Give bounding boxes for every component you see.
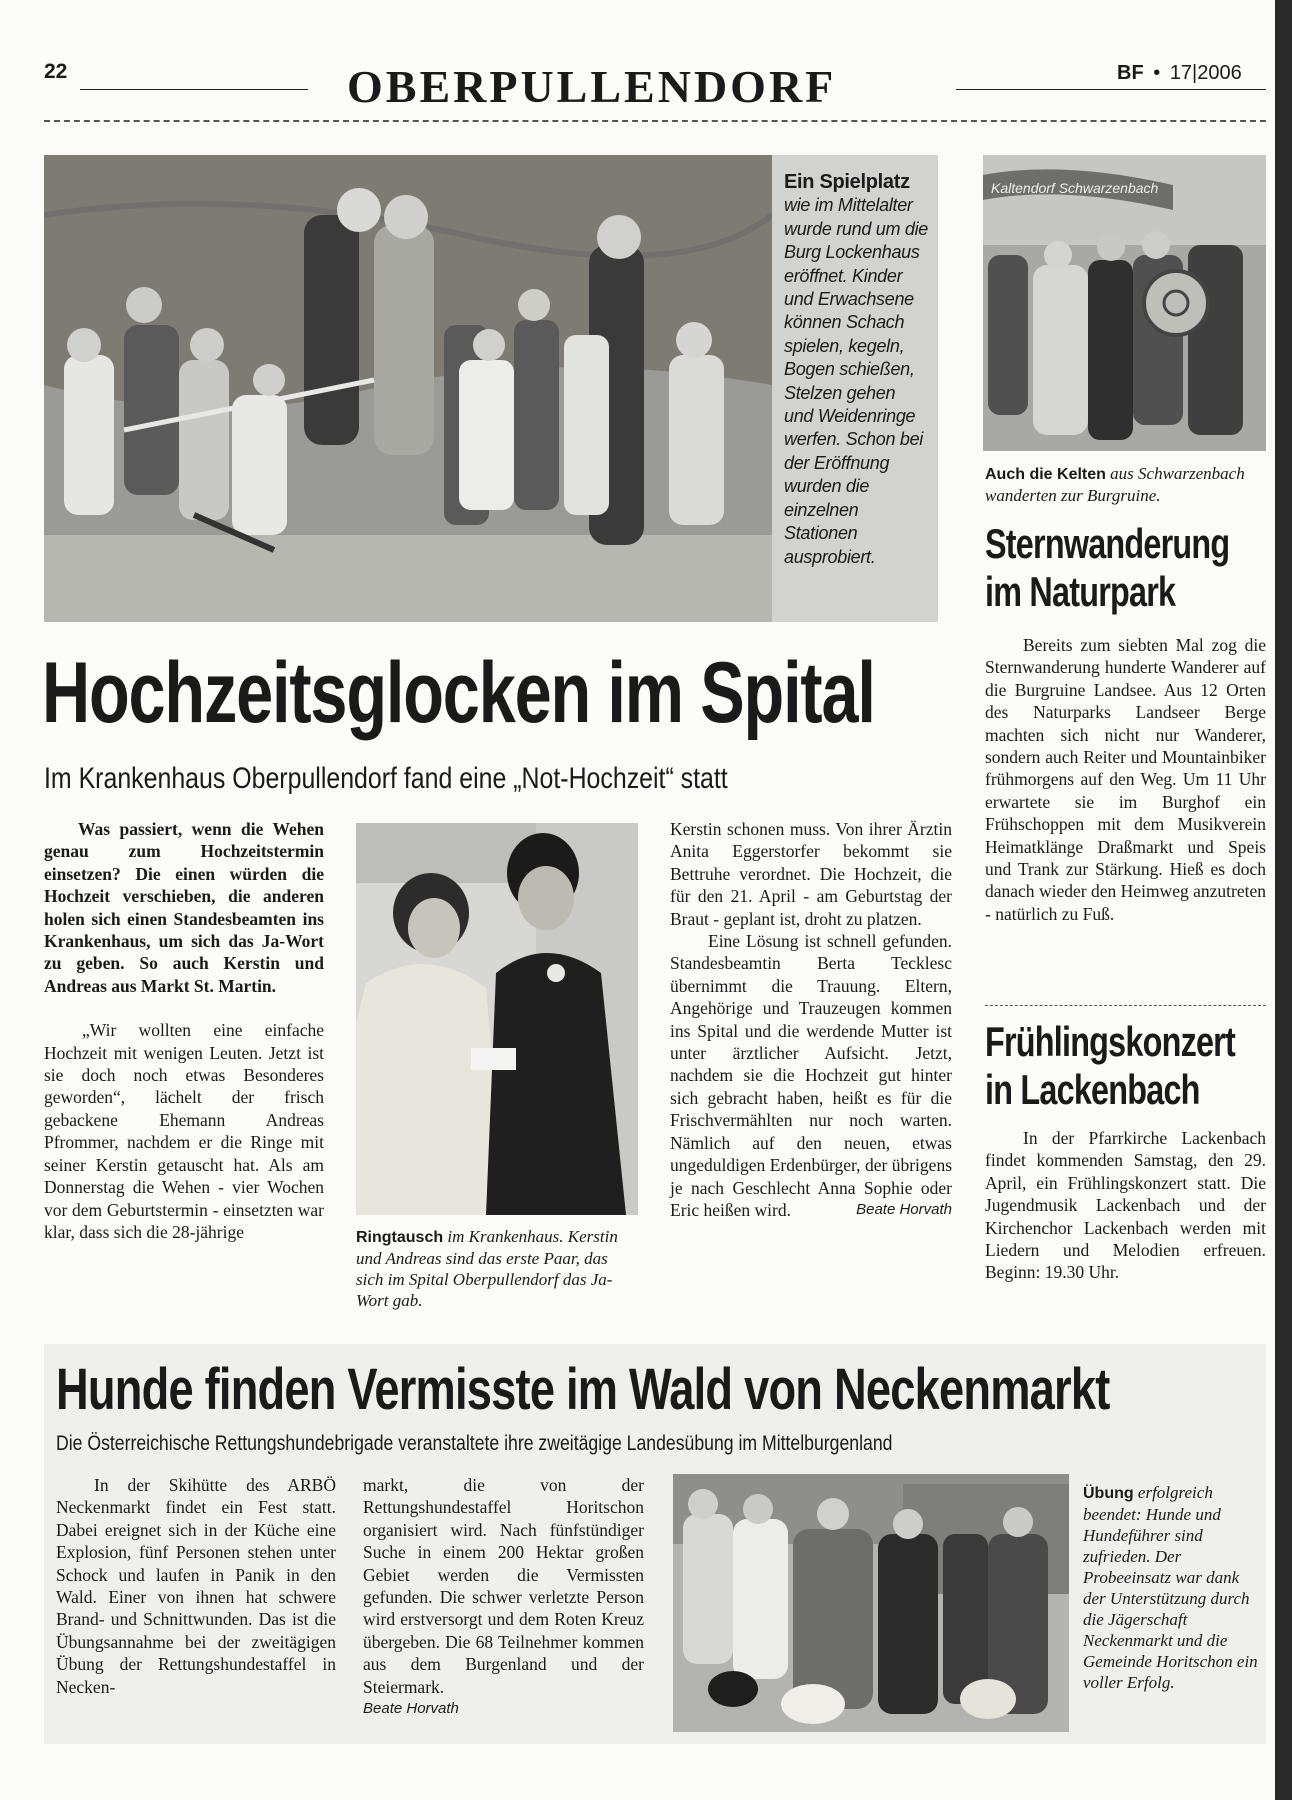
hunde-headline: Hunde finden Vermisste im Wald von Neckenmarkt <box>56 1357 1110 1422</box>
hunde-author: Beate Horvath <box>363 1700 459 1718</box>
kelten-banner-text: Kaltendorf Schwarzenbach <box>991 180 1159 196</box>
kelten-photo <box>983 155 1266 451</box>
playground-photo <box>44 155 772 622</box>
hochzeit-body-2a: Kerstin schonen muss. Von ihrer Ärztin Anita Eggerstorfer bekommt sie Bettruhe verordnet. Die Hochzeit, die für den 21. April - am Geburtstag der Braut - geplant ist, droht zu platzen. <box>670 819 952 929</box>
konzert-headline-1: Frühlingskonzert <box>985 1018 1236 1065</box>
bullet: • <box>1153 62 1161 84</box>
hunde-col-1 <box>56 1474 336 1698</box>
konzert-headline-2: in Lackenbach <box>985 1066 1200 1113</box>
kelten-photo-image <box>983 155 1266 451</box>
hunde-col-2-text: markt, die von der Rettungshundestaffel Horitschon organisiert wird. Nach fünfstündiger Suche in einem 200 Hektar großen Gebiet werden die Vermissten gefunden. Die schwer verletzte Person wird erstversorgt und dem Roten Kreuz übergeben. Die 68 Teilnehmer kommen aus dem Burgenland und der Steiermark. <box>363 1475 644 1697</box>
header-divider <box>44 120 1266 122</box>
ringtausch-caption-text: im Krankenhaus. Kerstin und Andreas sind das erste Paar, das sich im Spital Oberpullendorf das Ja-Wort gab. <box>356 1227 618 1310</box>
stern-headline-1: Sternwanderung <box>985 520 1230 567</box>
hochzeit-subhead: Im Krankenhaus Oberpullendorf fand eine „Not-Hochzeit“ statt <box>44 762 728 795</box>
kelten-caption-text: aus Schwarzenbach wanderten zur Burgruine. <box>985 464 1245 505</box>
issue-number: 17|2006 <box>1169 62 1242 84</box>
ringtausch-photo-image <box>356 823 638 1215</box>
hunde-caption-text: erfolgreich beendet: Hunde und Hundeführer sind zufrieden. Der Probeeinsatz war dank der Unterstützung durch die Jägerschaft Neckenmarkt und die Gemeinde Horitschon ein voller Erfolg. <box>1083 1483 1258 1692</box>
hunde-col-2 <box>363 1474 644 1720</box>
konzert-body <box>985 1127 1266 1284</box>
kelten-caption-lead: Auch die Kelten <box>985 466 1106 483</box>
publication-short: BF <box>1117 62 1144 84</box>
ringtausch-photo <box>356 823 638 1215</box>
header-rule-left <box>80 89 308 90</box>
ringtausch-caption <box>356 1226 638 1311</box>
hochzeit-lead: Was passiert, wenn die Wehen genau zum Hochzeitstermin einsetzen? Die einen würden die Hochzeit verschieben, die anderen holen sich einen Standesbeamten ins Krankenhaus, um sich das Ja-Wort zu geben. So auch Kerstin und Andreas aus Markt St. Martin. <box>44 819 324 996</box>
stern-body <box>985 634 1266 925</box>
hochzeit-author: Beate Horvath <box>856 1201 952 1219</box>
hochzeit-body-2b: Eine Lösung ist schnell gefunden. Standesbeamtin Berta Tecklesc übernimmt die Trauung. Eltern, Angehörige und Trauzeugen kommen ins Spital und die werdende Mutter ist unter ärztlicher Aufsicht. Jetzt, nachdem sie die Hochzeit gut hinter sich gebracht haben, heißt es für die Frischvermählten nur noch warten. Nämlich auf den neuen, etwas ungeduldigen Erdenbürger, der übrigens je nach Geschlecht Anna Sophie oder Eric heißen wird. <box>670 931 952 1220</box>
hochzeit-headline: Hochzeitsglocken im Spital <box>42 645 875 741</box>
stern-body-text: Bereits zum siebten Mal zog die Sternwanderung hunderte Wanderer auf die Burgruine Landsee. Aus 12 Orten des Naturparks Landseer Berge machten sich nicht nur Wanderer, sondern auch Reiter und Mountainbiker frühmorgens auf den Weg. Um 11 Uhr erwartete sie im Burghof ein Frühschoppen mit dem Musikverein Heimatklänge Draßmarkt und Speis und Trank zur Stärkung. Hieß es doch danach wieder den Heimweg anzutreten - natürlich zu Fuß. <box>985 635 1266 924</box>
playground-photo-image <box>44 155 772 622</box>
hochzeit-body-1: „Wir wollten eine einfache Hochzeit mit wenigen Leuten. Jetzt ist sie doch noch etwas Besonderes geworden“, lächelt der frisch gebackene Ehemann Andreas Pfrommer, nachdem er die Ringe mit seiner Kerstin getauscht hat. Als am Donnerstag die Wehen - vier Wochen vor dem Geburtstermin - einsetzten war klar, dass sich die 28-jährige <box>44 1020 324 1242</box>
publication-badge <box>1117 62 1242 85</box>
kelten-caption <box>985 463 1266 506</box>
page-number: 22 <box>44 60 68 83</box>
hunde-caption-lead: Übung <box>1083 1485 1134 1502</box>
hochzeit-col-1 <box>44 818 324 1243</box>
playground-caption-box <box>772 155 938 622</box>
hunde-photo <box>673 1474 1069 1732</box>
playground-caption-text: wie im Mittelalter wurde rund um die Burg Lockenhaus eröffnet. Kinder und Erwachsene können Schach spielen, kegeln, Bogen schießen, Stelzen gehen und Weidenringe werfen. Schon bei der Eröffnung wurden die einzelnen Stationen ausprobiert. <box>784 195 928 567</box>
hunde-photo-image <box>673 1474 1069 1732</box>
hochzeit-col-3 <box>670 818 952 1222</box>
stern-headline-2: im Naturpark <box>985 568 1176 615</box>
playground-caption-lead: Ein Spielplatz <box>784 171 910 193</box>
konzert-body-text: In der Pfarrkirche Lackenbach findet kommenden Samstag, den 29. April, ein Frühlingskonzert statt. Die Jugendmusik Lackenbach und der Kirchenchor Lackenbach werden mit Liedern und Melodien erfreuen. Beginn: 19.30 Uhr. <box>985 1128 1266 1283</box>
ringtausch-caption-lead: Ringtausch <box>356 1229 444 1246</box>
right-column-divider <box>985 1005 1266 1006</box>
hunde-subhead: Die Österreichische Rettungshundebrigade veranstaltete ihre zweitägige Landesübung im Mittelburgenland <box>56 1432 893 1455</box>
section-title: OBERPULLENDORF <box>347 61 837 112</box>
hunde-col-1-text: In der Skihütte des ARBÖ Neckenmarkt findet ein Fest statt. Dabei ereignet sich in der Küche eine Explosion, fünf Personen stehen unter Schock und laufen in Panik in den Wald. Einer von ihnen hat schwere Brand- und Schnittwunden. Das ist die Übungsannahme bei der zweitägigen Übung der Rettungshundestaffel in Necken- <box>56 1475 336 1697</box>
page-edge-shadow <box>1275 0 1292 1800</box>
hunde-caption <box>1083 1482 1259 1693</box>
header-rule-right <box>956 89 1266 90</box>
